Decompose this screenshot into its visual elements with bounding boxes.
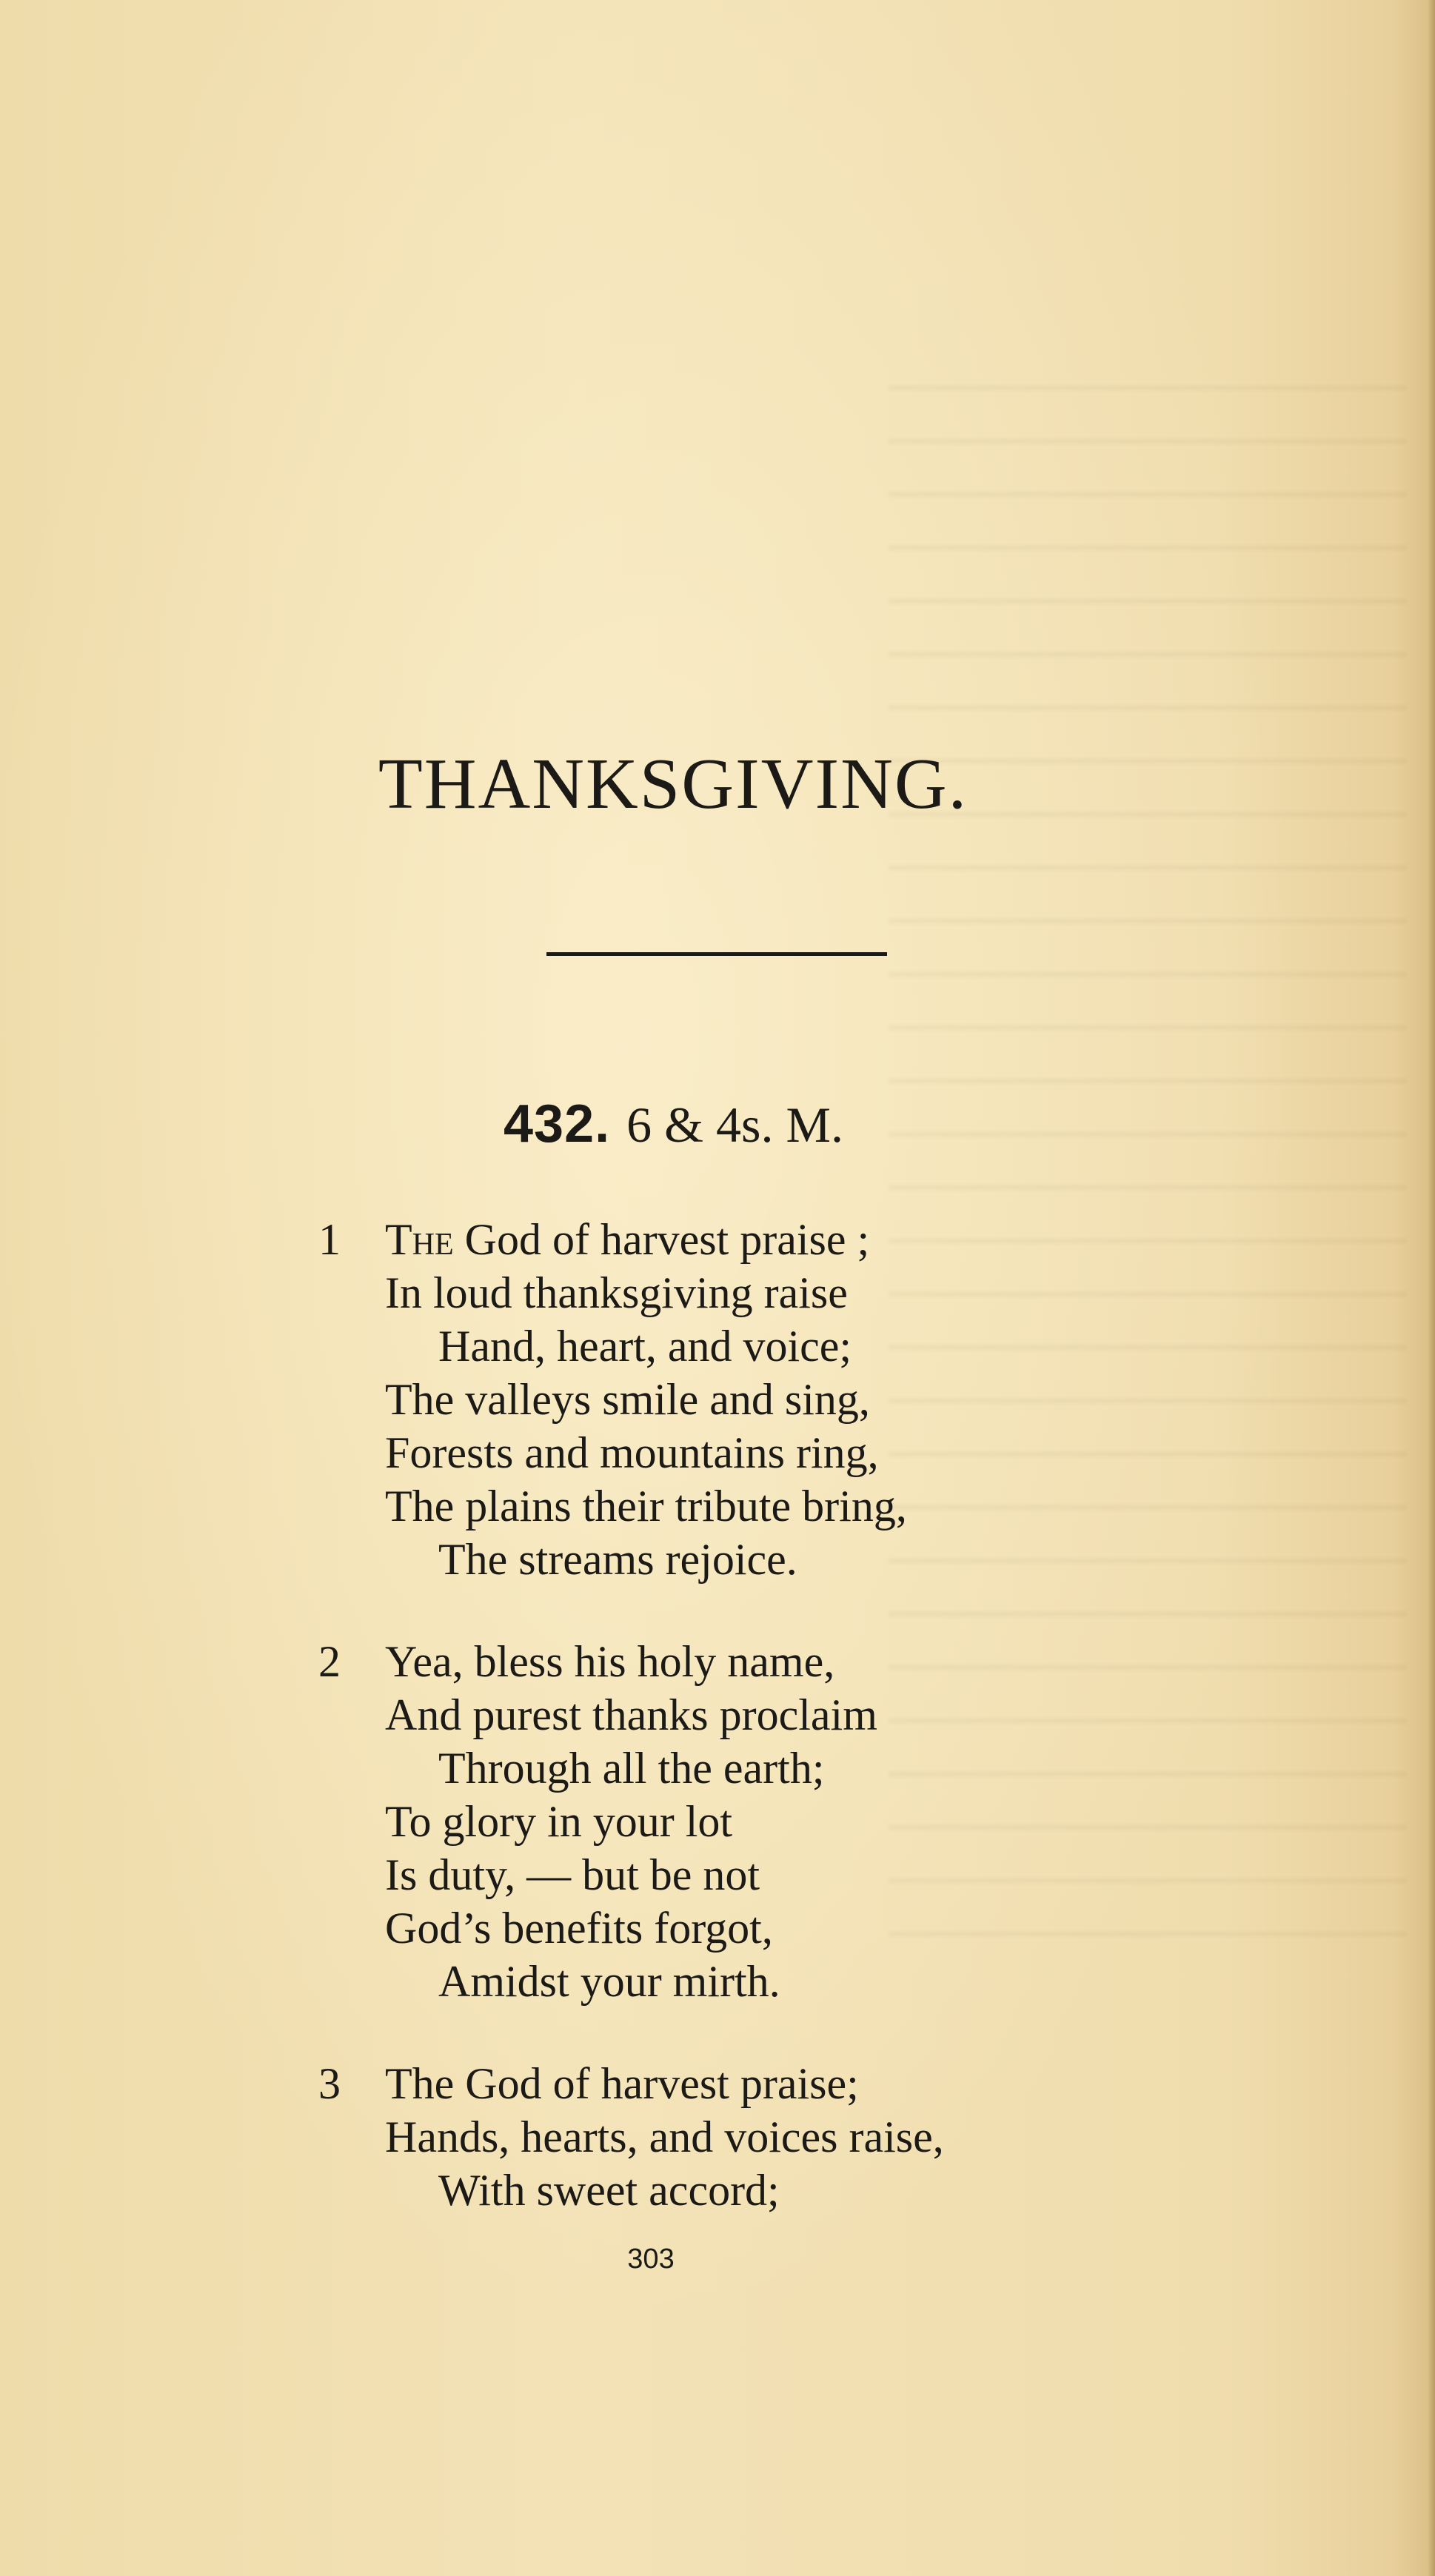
verse-line: God’s benefits forgot,	[385, 1904, 773, 1953]
verse-line: Hands, hearts, and voices raise,	[385, 2112, 944, 2161]
verse-line: Yea, bless his holy name,	[385, 1637, 835, 1686]
verse-line: Hand, heart, and voice;	[438, 1322, 852, 1371]
page-number: 303	[627, 2244, 675, 2275]
verse-line: Through all the earth;	[438, 1744, 825, 1793]
verse-line: The plains their tribute bring,	[385, 1482, 907, 1530]
verse-line: And purest thanks proclaim	[385, 1690, 877, 1739]
verse-3	[318, 2057, 944, 2217]
hymn-meter: 6 & 4s. M.	[626, 1097, 843, 1153]
verse-line: Forests and mountains ring,	[385, 1428, 879, 1477]
verse-line-text: God of harvest praise ;	[453, 1215, 870, 1264]
bleed-through-text	[889, 348, 1407, 1977]
verse-line	[318, 1213, 944, 1266]
verse-spacer	[318, 2008, 944, 2057]
verse-line: To glory in your lot	[385, 1797, 733, 1846]
verse-line: Is duty, — but be not	[385, 1850, 760, 1899]
verse-line: The streams rejoice.	[438, 1535, 797, 1584]
verse-line: The valleys smile and sing,	[385, 1375, 870, 1424]
verse-spacer	[318, 1586, 944, 1635]
title-rule	[546, 952, 887, 956]
page-edge-shadow	[1428, 0, 1435, 2576]
verse-number: 1	[318, 1215, 341, 1264]
verse-line: With sweet accord;	[438, 2166, 780, 2215]
verse-line: In loud thanksgiving raise	[385, 1268, 848, 1317]
hymn-verses	[318, 1213, 944, 2217]
section-title: THANKSGIVING.	[378, 744, 969, 824]
verse-number: 2	[318, 1637, 341, 1686]
verse-line: The God of harvest praise;	[385, 2059, 859, 2108]
hymn-header	[504, 1094, 843, 1154]
hymn-number: 432.	[504, 1094, 611, 1154]
verse-2	[318, 1635, 944, 2008]
verse-first-word: The	[385, 1215, 454, 1264]
verse-line: Amidst your mirth.	[438, 1957, 780, 2006]
verse-number: 3	[318, 2059, 341, 2108]
verse-1	[318, 1213, 944, 1586]
